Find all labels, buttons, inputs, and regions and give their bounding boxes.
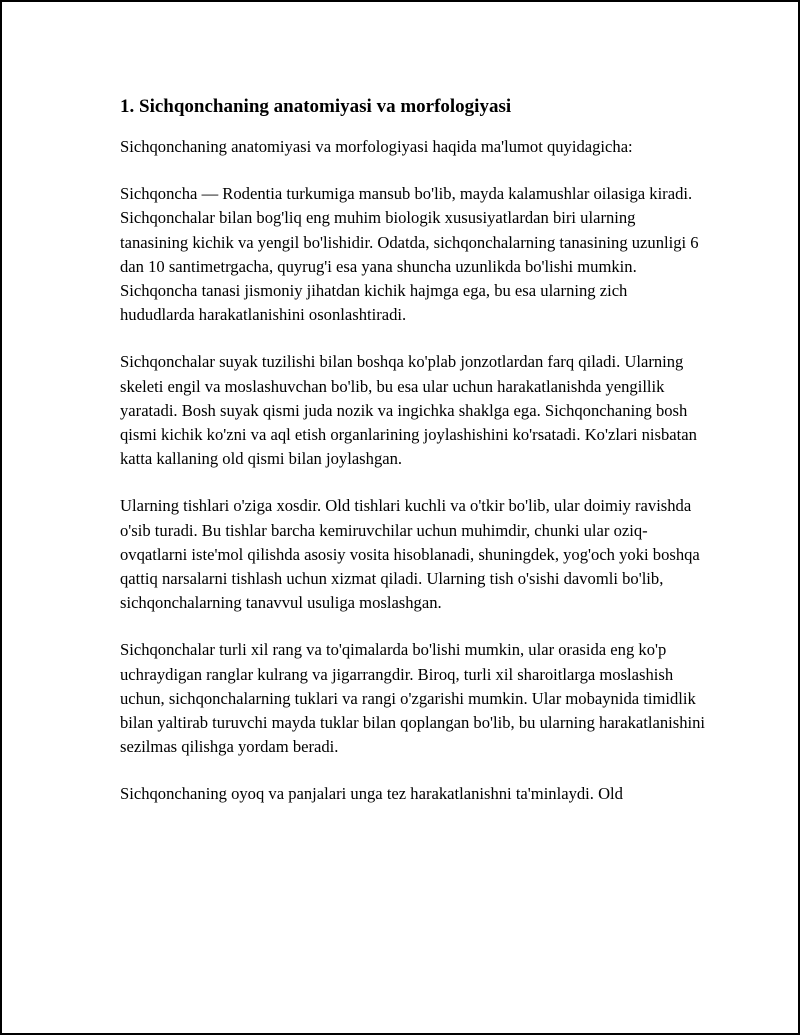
body-paragraph-teeth: Ularning tishlari o'ziga xosdir. Old tishlari kuchli va o'tkir bo'lib, ular doimiy ravishda o'sib turadi. Bu tishlar barcha kemiruvchilar uchun muhimdir, chunki ular oziq-ovqatlarni iste'mol qilishda asosiy vosita hisoblanadi, shuningdek, yog'och yoki boshqa qattiq narsalarni tishlash uchun xizmat qiladi. Ularning tish o'sishi davomli bo'lib, sichqonchalarning tanavvul usuliga moslashgan.: [120, 496, 700, 613]
body-paragraph-fur: Sichqonchalar turli xil rang va to'qimalarda bo'lishi mumkin, ular orasida eng ko'p uchraydigan ranglar kulrang va jigarrangdir. Biroq, turli xil sharoitlarga moslashish uchun, sichqonchalarning tuklari va rangi o'zgarishi mumkin. Ular mobaynida timidlik bilan yaltirab turuvchi mayda tuklar bilan qoplangan bo'lib, bu ularning harakatlanishini sezilmas qilishga yordam beradi.: [120, 640, 706, 757]
document-body: [120, 94, 705, 830]
body-paragraph-skeleton: Sichqonchalar suyak tuzilishi bilan boshqa ko'plab jonzotlardan farq qiladi. Ularning skeleti engil va moslashuvchan bo'lib, bu esa ular uchun harakatlanishda yengillik yaratadi. Bosh suyak qismi juda nozik va ingichka shaklga ega. Sichqonchaning bosh qismi kichik ko'zni va aql etish organlarining joylashishini ko'rsatadi. Ko'zlari nisbatan katta kallaning old qismi bilan joylashgan.: [120, 352, 697, 469]
body-paragraph-size: Sichqoncha — Rodentia turkumiga mansub bo'lib, mayda kalamushlar oilasiga kiradi. Sichqonchalar bilan bog'liq eng muhim biologik xususiyatlardan biri ularning tanasining kichik va yengil bo'lishidir. Odatda, sichqonchalarning tanasining uzunligi 6 dan 10 santimetrgacha, quyrug'i esa yana shuncha uzunlikda bo'lishi mumkin. Sichqoncha tanasi jismoniy jihatdan kichik hajmga ega, bu esa ularning zich hududlarda harakatlanishini osonlashtiradi.: [120, 184, 699, 325]
body-paragraph-legs: Sichqonchaning oyoq va panjalari unga tez harakatlanishni ta'minlaydi. Old: [120, 784, 623, 804]
section-heading: 1. Sichqonchaning anatomiyasi va morfologiyasi: [120, 96, 512, 117]
intro-paragraph: Sichqonchaning anatomiyasi va morfologiyasi haqida ma'lumot quyidagicha:: [120, 137, 633, 156]
